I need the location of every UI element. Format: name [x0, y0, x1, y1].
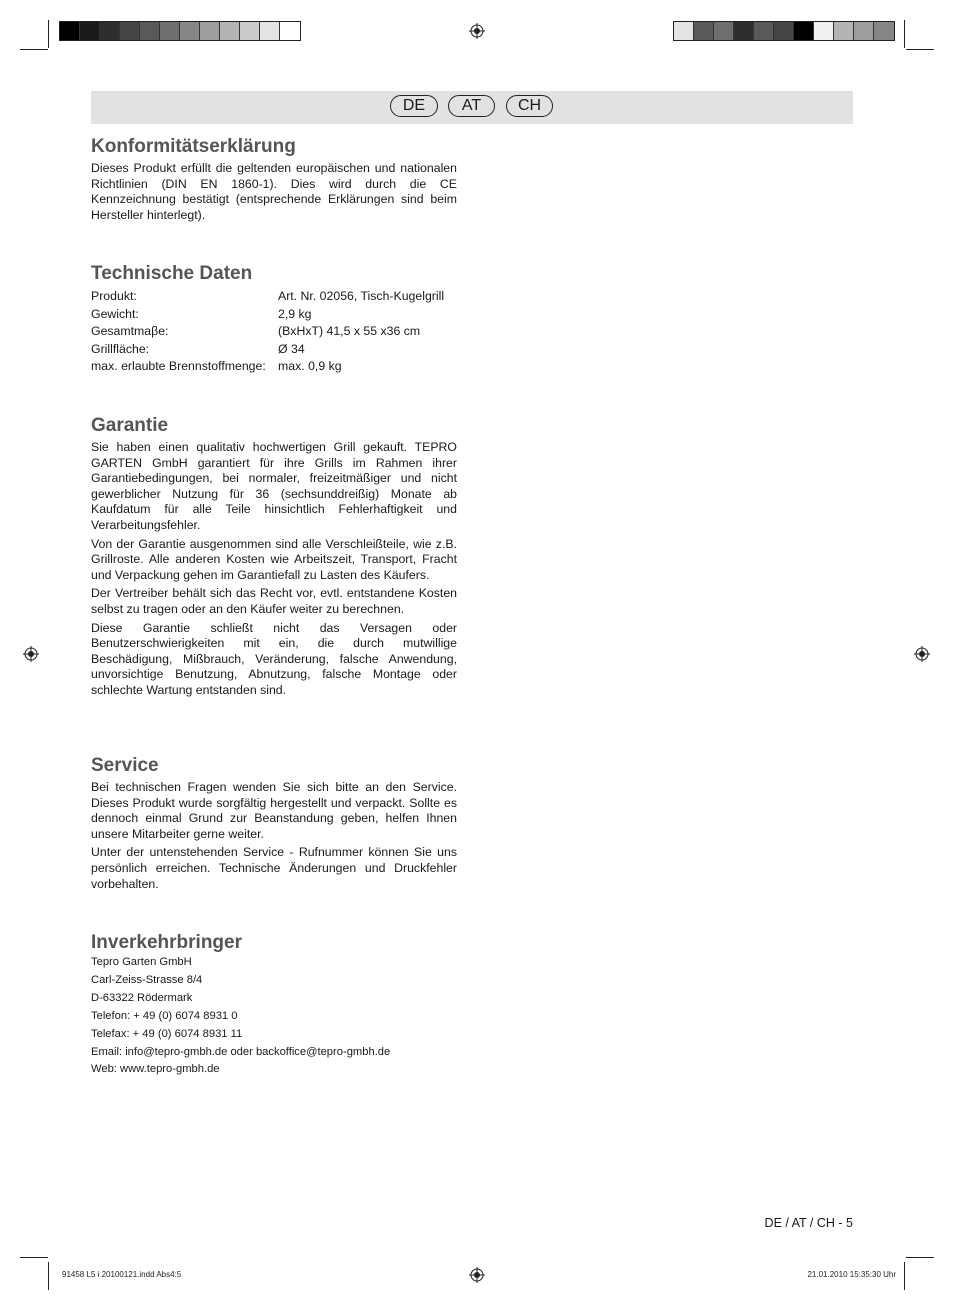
crop-mark [904, 1262, 905, 1290]
spec-value: max. 0,9 kg [278, 359, 342, 373]
crop-mark [904, 20, 905, 48]
color-swatch [874, 22, 894, 40]
spec-label: Produkt: [91, 289, 137, 303]
section-title: Service [91, 755, 159, 776]
paragraph: Diese Garantie schließt nicht das Versagen oder Benutzerschwierigkeiten mit ein, die durch mutwillige Beschädigung, Mißbrauch, Veränderung, falsche Anwendung, unvorsichtige Benutzung, Abnutzung, falsche Montage oder schlechte Wartung entstanden sind. [91, 620, 457, 697]
color-swatch [280, 22, 300, 40]
imprint-email: Email: info@tepro-gmbh.de oder backoffice@tepro-gmbh.de [91, 1045, 391, 1058]
crop-mark [20, 1257, 48, 1258]
section-text: Dieses Produkt erfüllt die geltenden europäischen und nationalen Richtlinien (DIN EN 1860-1). Dies wird durch die CE Kennzeichnung bestätigt (entsprechende Erklärungen sind beim Hersteller hinterlegt). [91, 161, 457, 222]
paragraph: Sie haben einen qualitativ hochwertigen Grill gekauft. TEPRO GARTEN GmbH garantiert für ihre Grills im Rahmen ihrer Garantiebedingungen, bei normaler, freizeitmäßiger und nicht gewerblicher Nutzung für 36 (sechsunddreißig) Monate ab Kaufdatum für alle Teile hinsichtlich Fehlerhaftigkeit und Verarbeitungsfehler. [91, 440, 457, 532]
paragraph: Bei technischen Fragen wenden Sie sich bitte an den Service. Dieses Produkt wurde sorgfältig hergestellt und verpackt. Sollte es dennoch einmal Grund zur Beanstandung geben, helfen Ihnen unsere Mitarbeiter gerne weiter. [91, 780, 457, 841]
color-swatch [220, 22, 240, 40]
paragraph: Unter der untenstehenden Service - Rufnummer können Sie uns persönlich erreichen. Technische Änderungen und Druckfehler vorbehalten. [91, 845, 457, 891]
section-title: Inverkehrbringer [91, 932, 242, 953]
registration-mark-icon [914, 646, 930, 662]
spec-value: Ø 34 [278, 341, 305, 356]
spec-row [91, 358, 457, 376]
registration-mark-icon [23, 646, 39, 662]
color-swatch [200, 22, 220, 40]
color-swatch [834, 22, 854, 40]
color-swatch [60, 22, 80, 40]
imprint-company: Tepro Garten GmbH [91, 956, 192, 968]
imprint-web: Web: www.tepro-gmbh.de [91, 1063, 220, 1076]
paragraph: Der Vertreiber behält sich das Recht vor, evtl. entstandene Kosten selbst zu tragen oder an den Käufer weiter zu berechnen. [91, 586, 457, 616]
color-swatch [260, 22, 280, 40]
section-title: Technische Daten [91, 263, 253, 284]
page-number: DE / AT / CH - 5 [764, 1216, 853, 1230]
color-swatch [674, 22, 694, 40]
imprint-phone: Telefon: + 49 (0) 6074 8931 0 [91, 1009, 238, 1022]
imprint [91, 954, 457, 1079]
crop-mark [48, 20, 49, 48]
section-konformitaet [91, 136, 457, 223]
spec-row [91, 341, 457, 359]
imprint-city: D-63322 Rödermark [91, 991, 193, 1004]
imprint-street: Carl-Zeiss-Strasse 8/4 [91, 973, 203, 986]
spec-label: Gewicht: [91, 306, 139, 321]
spec-value: (BxHxT) 41,5 x 55 x36 cm [278, 324, 421, 338]
registration-mark-icon [469, 1267, 485, 1283]
color-swatch [694, 22, 714, 40]
lang-badge-ch: CH [506, 95, 553, 117]
print-slug-file: 91458 L5 i 20100121.indd Abs4:5 [62, 1270, 182, 1279]
section-technische-daten [91, 263, 457, 376]
color-swatch [100, 22, 120, 40]
lang-badge-at: AT [448, 95, 495, 117]
color-swatch [734, 22, 754, 40]
color-swatch [854, 22, 874, 40]
color-swatch [814, 22, 834, 40]
section-title: Konformitätserklärung [91, 136, 296, 157]
imprint-fax: Telefax: + 49 (0) 6074 8931 11 [91, 1027, 243, 1040]
spec-row [91, 323, 457, 341]
spec-value: Art. Nr. 02056, Tisch-Kugelgrill [278, 289, 445, 303]
section-title: Garantie [91, 415, 169, 436]
section-service [91, 755, 457, 892]
color-swatch [794, 22, 814, 40]
lang-badge-de: DE [390, 95, 438, 117]
spec-label: Gesamtmaβe: [91, 324, 169, 338]
color-swatch [140, 22, 160, 40]
spec-value: 2,9 kg [278, 306, 312, 321]
spec-row [91, 288, 457, 306]
print-slug-date: 21.01.2010 15:35:30 Uhr [807, 1270, 896, 1279]
crop-mark [906, 1257, 934, 1258]
crop-mark [20, 49, 48, 50]
crop-mark [906, 49, 934, 50]
color-swatch [714, 22, 734, 40]
paragraph: Von der Garantie ausgenommen sind alle Verschleißteile, wie z.B. Grillroste. Alle anderen Kosten wie Arbeitszeit, Transport, Fracht und Verpackung gehen im Garantiefall zu Lasten des Käufers. [91, 536, 457, 582]
color-bar-left [59, 21, 301, 41]
color-swatch [80, 22, 100, 40]
spec-label: Grillfläche: [91, 341, 150, 356]
color-swatch [774, 22, 794, 40]
crop-mark [48, 1262, 49, 1290]
section-inverkehrbringer [91, 932, 457, 1079]
color-swatch [240, 22, 260, 40]
color-swatch [160, 22, 180, 40]
color-swatch [754, 22, 774, 40]
spec-label: max. erlaubte Brennstoffmenge: [91, 359, 266, 373]
color-bar-right [673, 21, 895, 41]
registration-mark-icon [469, 23, 485, 39]
section-garantie [91, 415, 457, 699]
spec-table [91, 288, 457, 376]
color-swatch [120, 22, 140, 40]
spec-row [91, 306, 457, 324]
color-swatch [180, 22, 200, 40]
